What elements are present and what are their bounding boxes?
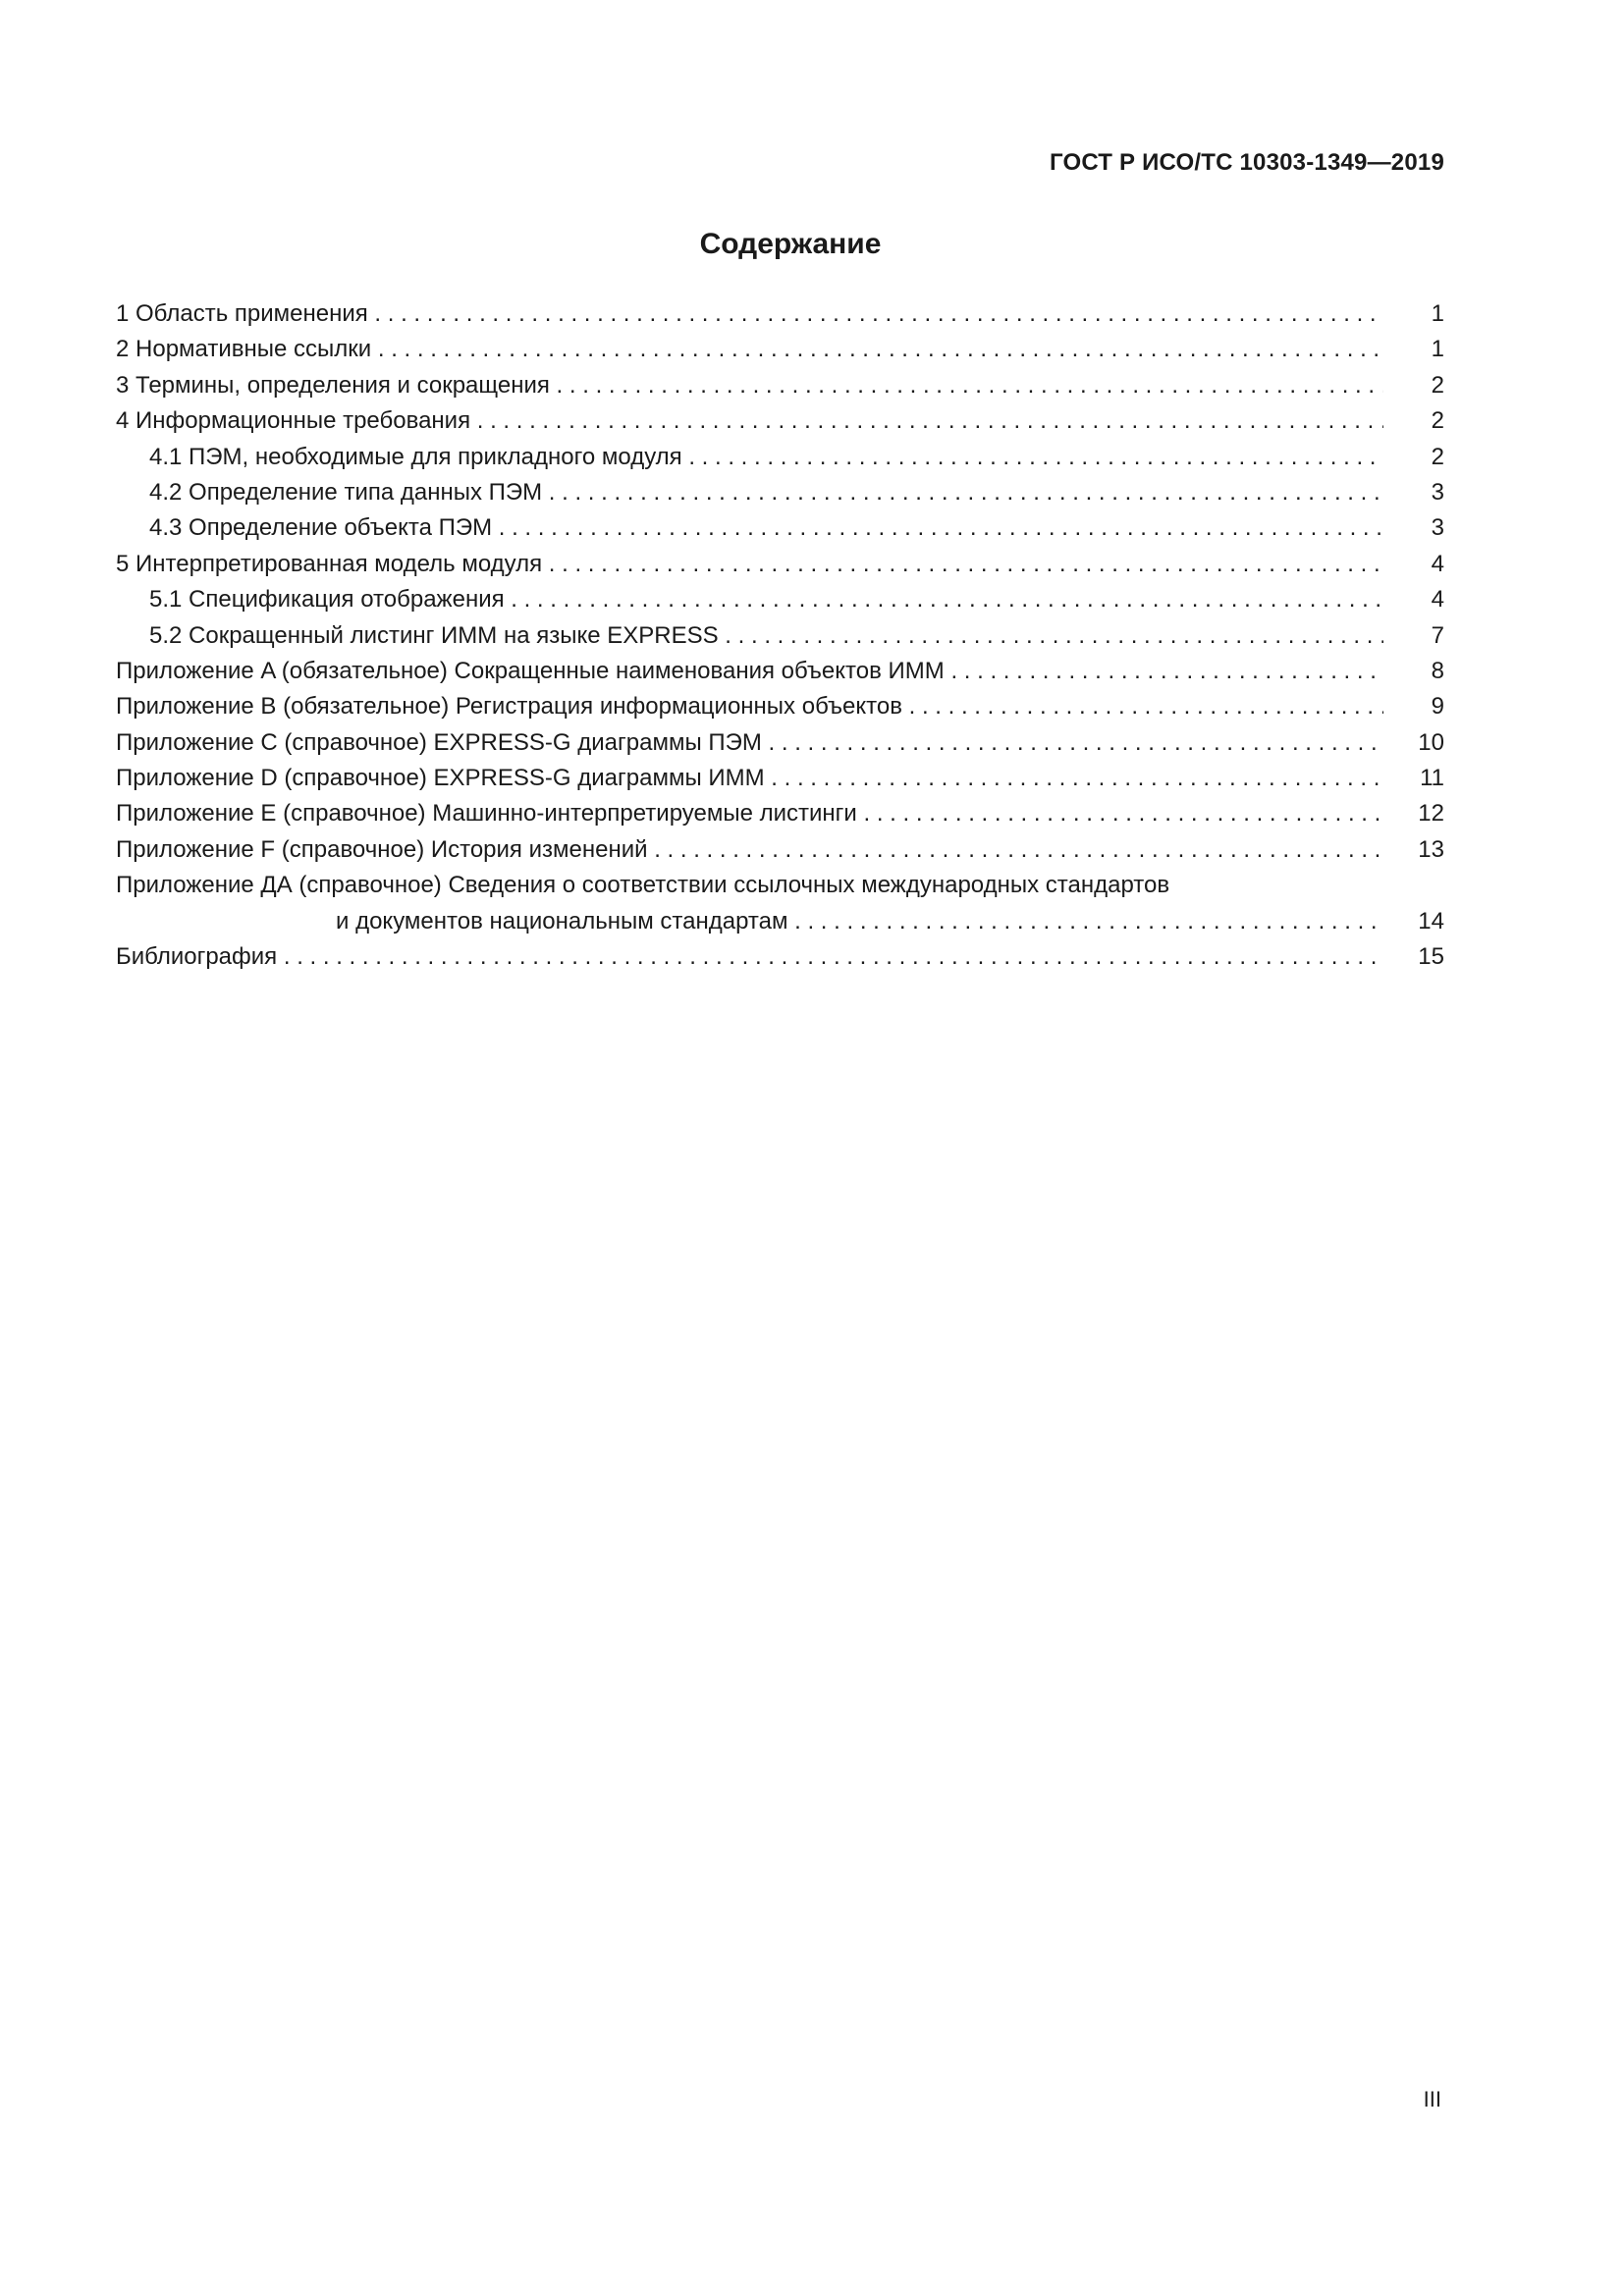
toc-entry-page: 13 [1418, 835, 1444, 863]
toc-entry-label: Приложение A (обязательное) Сокращенные наименования объектов ИММ . . . [116, 654, 1383, 689]
toc-subentry[interactable] [116, 475, 1444, 510]
toc-entry[interactable] [116, 403, 1444, 439]
toc-entry-page: 8 [1431, 657, 1444, 684]
toc-entry-page: 11 [1420, 765, 1444, 792]
toc-subentry[interactable] [116, 510, 1444, 546]
toc-entry[interactable] [116, 368, 1444, 403]
toc-entry-label: 2 Нормативные ссылки . . . [116, 332, 1383, 367]
toc-entry-label: 1 Область применения . . . [116, 296, 1383, 332]
toc-entry[interactable] [116, 939, 1444, 975]
toc-entry-label: 4.2 Определение типа данных ПЭМ . . . [149, 475, 1383, 510]
document-code: ГОСТ Р ИСО/ТС 10303-1349—2019 [1050, 149, 1444, 176]
toc-entry-page: 7 [1431, 621, 1444, 649]
toc-entry-label: Приложение D (справочное) EXPRESS-G диаграммы ИММ . . . [116, 761, 1383, 796]
toc-entry-label: 5.2 Сокращенный листинг ИММ на языке EXPRESS . . . [149, 618, 1383, 654]
toc-entry-label: Приложение C (справочное) EXPRESS-G диаграммы ПЭМ . . . [116, 725, 1383, 761]
toc-entry-label: 4 Информационные требования . . . [116, 403, 1383, 439]
toc-entry-label: 3 Термины, определения и сокращения . . . [116, 368, 1383, 403]
toc-entry[interactable] [116, 832, 1444, 868]
toc-entry-label: 5.1 Спецификация отображения . . . [149, 582, 1383, 617]
toc-entry-page: 15 [1418, 943, 1444, 971]
table-of-contents [116, 296, 1444, 975]
toc-entry-label: 4.1 ПЭМ, необходимые для прикладного модуля . . . [149, 440, 1383, 475]
toc-title: Содержание [699, 228, 882, 260]
toc-entry-label: 5 Интерпретированная модель модуля . . . [116, 547, 1383, 582]
toc-entry[interactable] [116, 654, 1444, 689]
toc-entry[interactable] [116, 296, 1444, 332]
toc-entry-page: 10 [1418, 728, 1444, 756]
toc-entry-label: 4.3 Определение объекта ПЭМ . . . [149, 510, 1383, 546]
toc-entry-page: 14 [1418, 907, 1444, 934]
toc-entry[interactable] [116, 796, 1444, 831]
toc-entry-page: 12 [1418, 800, 1444, 828]
toc-entry-page: 3 [1431, 478, 1444, 506]
toc-entry-label: Приложение ДА (справочное) Сведения о соответствии ссылочных международных стандартов [116, 872, 1170, 899]
toc-subentry[interactable] [116, 440, 1444, 475]
toc-subentry[interactable] [116, 618, 1444, 654]
toc-entry-label: Приложение E (справочное) Машинно-интерпретируемые листинги . . . [116, 796, 1383, 831]
toc-entry[interactable] [116, 547, 1444, 582]
toc-entry-continuation[interactable] [116, 904, 1444, 939]
toc-entry-label: и документов национальным стандартам . . . [336, 904, 1383, 939]
toc-entry[interactable] [116, 725, 1444, 761]
toc-entry-label: Приложение B (обязательное) Регистрация информационных объектов . . . [116, 689, 1383, 724]
toc-entry[interactable] [116, 689, 1444, 724]
toc-entry-page: 2 [1431, 443, 1444, 470]
toc-entry-page: 1 [1431, 336, 1444, 363]
page-number: III [1423, 2087, 1441, 2111]
toc-entry[interactable] [116, 868, 1444, 903]
toc-entry[interactable] [116, 332, 1444, 367]
toc-subentry[interactable] [116, 582, 1444, 617]
toc-entry-page: 4 [1431, 550, 1444, 577]
toc-entry-page: 4 [1431, 586, 1444, 614]
toc-entry-page: 2 [1431, 371, 1444, 399]
toc-entry[interactable] [116, 761, 1444, 796]
toc-entry-page: 2 [1431, 407, 1444, 435]
toc-entry-page: 1 [1431, 300, 1444, 327]
toc-entry-label: Приложение F (справочное) История изменений . . . [116, 832, 1383, 868]
toc-entry-page: 9 [1431, 693, 1444, 721]
toc-entry-label: Библиография . . . [116, 939, 1383, 975]
toc-entry-page: 3 [1431, 514, 1444, 542]
